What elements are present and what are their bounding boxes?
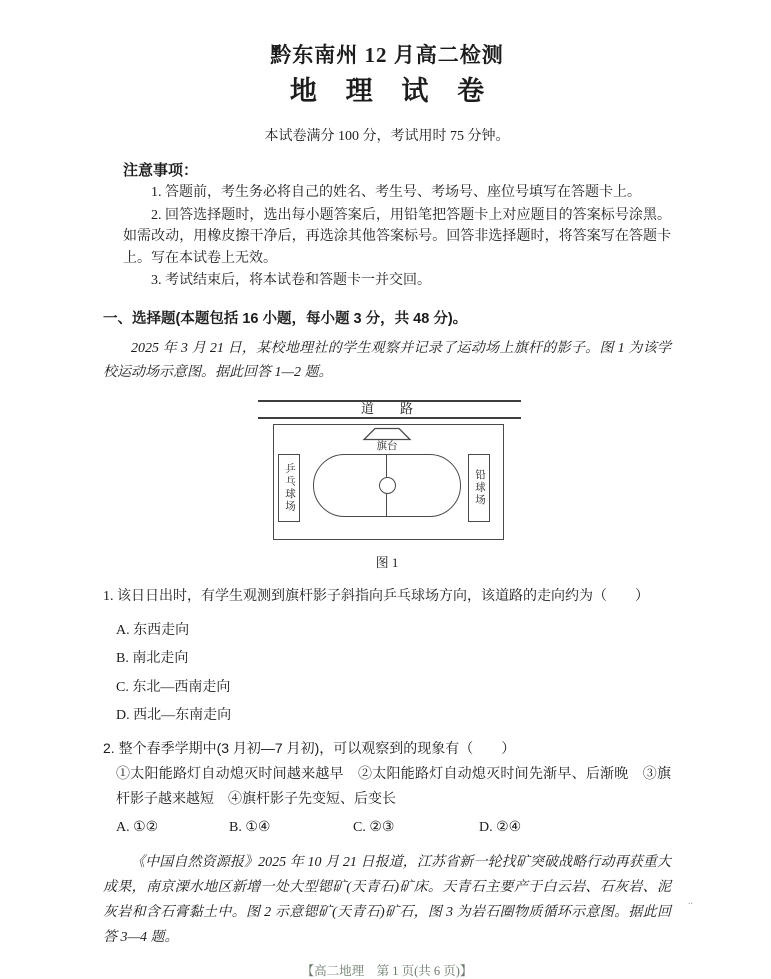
shot-put-field <box>468 454 490 522</box>
notice-item-2: 2. 回答选择题时，选出每小题答案后，用铅笔把答题卡上对应题目的答案标号涂黑。如需改动，用橡皮擦干净后，再选涂其他答案标号。回答非选择题时，将答案写在答题卡上。写在本试卷上无效。 <box>123 207 671 266</box>
figure-1-caption: 图 1 <box>375 554 399 570</box>
question-1-stem: 1. 该日日出时，有学生观测到旗杆影子斜指向乒乓球场方向，该道路的走向约为（ ） <box>103 588 649 604</box>
table-tennis-label: 乒乓球场 <box>284 462 295 513</box>
notice-heading: 注意事项： <box>123 162 199 179</box>
subject-title: 地 理 试 卷 <box>289 76 496 106</box>
question-1-option-c: C. 东北—西南走向 <box>116 679 231 695</box>
question-2-option-c: C. ②③ <box>353 819 395 835</box>
exam-info: 本试卷满分 100 分，考试用时 75 分钟。 <box>264 129 510 144</box>
figure-1-schoolyard-map <box>253 400 521 548</box>
exam-title: 黔东南州 12 月高二检测 <box>270 43 504 67</box>
question-2-option-d: D. ②④ <box>479 819 522 835</box>
question-1-option-a: A. 东西走向 <box>116 622 190 638</box>
question-1-option-b: B. 南北走向 <box>116 651 189 667</box>
notice-item-3: 3. 考试结束后，将本试卷和答题卡一并交回。 <box>151 273 431 289</box>
stimulus-paragraph-2: 《中国自然资源报》2025 年 10 月 21 日报道，江苏省新一轮找矿突破战略行动再获重大成果，南京溧水地区新增一处大型锶矿(天青石)矿床。天青石主要产于白云岩、石灰岩、泥灰岩和含石膏黏土中。图 2 示意锶矿(天青石)矿石，图 3 为岩石圈物质循环示意图。据此回答 3—4 题。 <box>103 854 671 945</box>
page-footer: 【高二地理 第 1 页(共 6 页)】 <box>301 963 473 978</box>
notice-section <box>123 161 671 292</box>
question-2-option-a: A. ①② <box>116 819 159 835</box>
question-1-options <box>116 617 671 731</box>
track-center-circle <box>379 477 396 494</box>
table-tennis-court <box>278 454 300 522</box>
question-2-option-b: B. ①④ <box>229 819 271 835</box>
flag-platform-shape <box>361 427 413 441</box>
section-heading: 一、选择题(本题包括 16 小题，每小题 3 分，共 48 分)。 <box>103 310 468 327</box>
question-2-stem: 2. 整个春季学期中(3 月初—7 月初)，可以观察到的现象有（ ） <box>103 739 516 756</box>
notice-item-1: 1. 答题前，考生务必将自己的姓名、考生号、考场号、座位号填写在答题卡上。 <box>151 185 641 200</box>
scan-artifact: .. <box>688 896 693 907</box>
shot-put-label: 铅球场 <box>474 469 485 507</box>
flag-platform-label: 旗台 <box>376 440 398 452</box>
question-2-options <box>116 818 671 838</box>
road-bottom-line <box>258 417 521 419</box>
stimulus-paragraph-1: 2025 年 3 月 21 日，某校地理社的学生观察并记录了运动场上旗杆的影子。图 1 为该学校运动场示意图。据此回答 1—2 题。 <box>103 340 671 381</box>
question-1-option-d: D. 西北—东南走向 <box>116 708 232 724</box>
question-2-statements: ①太阳能路灯自动熄灭时间越来越早 ②太阳能路灯自动熄灭时间先渐早、后渐晚 ③旗杆影子越来越短 ④旗杆影子先变短、后变长 <box>116 764 671 806</box>
road-label: 道 路 <box>360 400 413 416</box>
